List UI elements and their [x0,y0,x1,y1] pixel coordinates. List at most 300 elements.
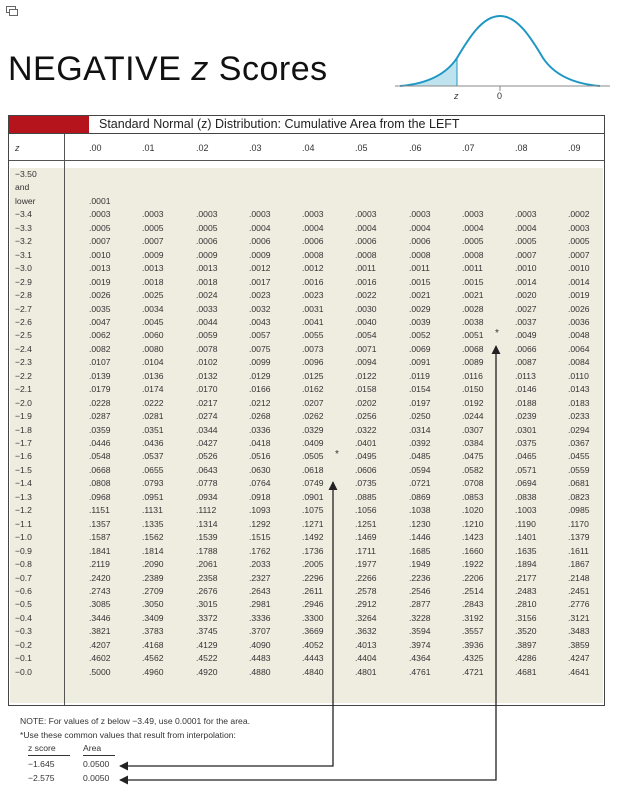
table-cell: .0040 [355,316,377,327]
table-cell: .0116 [462,370,483,381]
table-cell: .3409 [142,612,164,623]
table-cell: .0020 [515,290,537,301]
table-cell: .0764 [249,478,271,489]
table-cell: .0655 [142,464,164,475]
table-cell: .3974 [409,639,431,650]
table-cell: .3821 [89,626,111,637]
table-cell: .1711 [355,545,376,556]
interp-underline [83,755,115,756]
table-cell: .0089 [462,357,484,368]
header-accent [9,116,89,133]
table-cell: .2743 [89,585,111,596]
interp-header-z: z score [28,743,56,753]
table-cell: .0314 [409,424,431,435]
table-cell: .0136 [142,370,164,381]
table-cell: .0228 [89,397,111,408]
table-cell: .3707 [249,626,271,637]
table-row [9,424,604,437]
table-cell: .2843 [462,599,484,610]
table-cell: .0014 [568,276,590,287]
table-cell: .1271 [302,518,324,529]
table-cell: .0708 [462,478,484,489]
table-cell: .1635 [515,545,537,556]
z-value: −0.2 [15,639,32,650]
z-value: −2.8 [15,290,32,301]
table-cell: .0012 [249,263,271,274]
z-value: −1.7 [15,438,32,448]
z-value: −0.1 [15,653,32,664]
table-cell: .0146 [515,384,537,395]
table-cell: .3372 [196,612,218,623]
table-cell: .0011 [409,263,430,274]
table-cell: .4681 [515,666,537,677]
table-cell: .3050 [142,599,164,610]
table-cell: .0006 [302,236,324,247]
table-cell: .0465 [515,451,537,462]
table-cell: .1685 [409,545,431,556]
table-cell: .0007 [142,236,164,247]
z-value: −3.2 [15,236,32,247]
table-cell: .4562 [142,653,164,664]
z-value: −2.6 [15,316,32,327]
table-cell: .0044 [196,316,218,327]
table-cell: .1379 [568,532,590,543]
table-cell: .3783 [142,626,164,637]
table-cell: .0017 [249,276,271,287]
table-cell: .1922 [462,559,484,570]
table-cell: .0047 [89,316,111,327]
table-cell: .2420 [89,572,111,583]
table-cell: .0918 [249,491,271,502]
table-cell: .0006 [196,236,218,247]
table-cell: .0110 [568,370,589,381]
table-row [9,558,604,571]
table-cell: .0003 [89,209,111,220]
table-row [9,477,604,490]
table-cell: .0274 [196,411,218,422]
z-value: −3.50 [15,169,37,179]
table-cell: .0032 [249,303,271,314]
table-row [9,666,604,679]
table-cell: .0091 [409,357,431,368]
table-cell: .0392 [409,438,431,448]
z-value: −3.3 [15,222,32,233]
table-row [9,531,604,544]
table-cell: .0006 [355,236,377,247]
table-cell: .0104 [142,357,164,368]
table-cell: .0010 [89,249,111,260]
table-cell: .0071 [355,343,377,354]
table-cell: .0003 [196,209,218,220]
column-header: .00 [89,143,102,153]
interp-area-value: 0.0050 [83,773,110,783]
table-row [9,262,604,275]
table-cell: .0322 [355,424,377,435]
table-cell: .1131 [142,505,163,516]
z-value: −0.4 [15,612,32,623]
table-cell: .0188 [515,397,537,408]
table-cell: .0287 [89,411,111,422]
table-cell: .0049 [515,330,537,341]
table-cell: .2033 [249,559,271,570]
table-cell: .0099 [249,357,271,368]
table-cell: .0102 [196,357,218,368]
table-cell: .0537 [142,451,164,462]
table-cell: .4129 [196,639,218,650]
table-cell: .0069 [409,343,431,354]
z-value: −0.6 [15,585,32,596]
table-cell: .4483 [249,653,271,664]
table-row [9,652,604,665]
table-cell: .0038 [462,316,484,327]
table-cell: .0166 [249,384,271,395]
table-cell: .2358 [196,572,218,583]
column-header: .09 [568,143,581,153]
table-cell: .2676 [196,585,218,596]
table-cell: .1660 [462,545,484,556]
table-cell: .0202 [355,397,377,408]
table-cell: .0968 [89,491,111,502]
table-cell: .1977 [355,559,377,570]
table-cell: .0096 [302,357,324,368]
table-cell: .0019 [568,290,590,301]
z-value: lower [15,195,36,206]
table-cell: .4840 [302,666,324,677]
table-cell: .3483 [568,626,590,637]
column-header: .05 [355,143,368,153]
table-cell: .0808 [89,478,111,489]
table-cell: .0119 [409,370,430,381]
table-row [9,598,604,611]
table-row [9,356,604,369]
column-header: .06 [409,143,422,153]
zero-axis-label: 0 [497,91,503,101]
table-cell: .0087 [515,357,537,368]
table-cell: .1539 [196,532,218,543]
table-cell: .0495 [355,451,377,462]
z-value: −2.0 [15,397,32,408]
table-row [9,222,604,235]
table-cell: .0005 [142,222,164,233]
table-cell: .0107 [89,357,111,368]
table-cell: .0005 [515,236,537,247]
table-cell: .0034 [142,303,164,314]
table-cell: .0183 [568,397,590,408]
table-cell: .0125 [302,370,324,381]
table-cell: .0455 [568,451,590,462]
table-cell: .4920 [196,666,218,677]
table-cell: .0045 [142,316,164,327]
z-value: and [15,182,30,193]
table-cell: .0003 [355,209,377,220]
table-cell: .0384 [462,438,484,448]
table-cell: .0485 [409,451,431,462]
column-header-row [9,134,604,161]
table-cell: .0003 [249,209,271,220]
table-cell: .2296 [302,572,324,583]
table-cell: .4522 [196,653,218,664]
table-cell: .0132 [196,370,218,381]
table-cell: .1788 [196,545,218,556]
table-cell: .2643 [249,585,271,596]
table-cell: .1038 [409,505,431,516]
note-text: NOTE: For values of z below −3.49, use 0.0001 for the area. [20,716,251,726]
table-cell: .0078 [196,343,218,354]
table-cell: .0643 [196,464,218,475]
table-cell: .0192 [462,397,484,408]
table-cell: .0021 [462,290,484,301]
table-cell: .1562 [142,532,164,543]
table-cell: .1112 [196,505,217,516]
table-cell: .0023 [302,290,324,301]
column-header: .03 [249,143,262,153]
table-cell: .0055 [302,330,324,341]
table-cell: .0170 [196,384,218,395]
table-cell: .0630 [249,464,271,475]
table-cell: .0162 [302,384,324,395]
table-row [9,572,604,585]
interpolation-star: * [335,449,339,461]
table-cell: .0013 [89,263,111,274]
table-cell: .0029 [409,303,431,314]
table-cell: .4247 [568,653,590,664]
table-cell: .0838 [515,491,537,502]
table-cell: .1292 [249,518,271,529]
table-cell: .2266 [355,572,377,583]
table-row [9,491,604,504]
table-cell: .0526 [196,451,218,462]
table-cell: .1075 [302,505,324,516]
table-cell: .1314 [196,518,218,529]
table-cell: .1423 [462,532,484,543]
table-cell: .0869 [409,491,431,502]
table-cell: .1515 [249,532,271,543]
table-cell: .3520 [515,626,537,637]
table-cell: .2946 [302,599,324,610]
table-cell: .1170 [568,518,589,529]
table-cell: .0064 [568,343,590,354]
table-cell: .2177 [515,572,537,583]
table-cell: .4013 [355,639,377,650]
table-cell: .1210 [462,518,484,529]
table-cell: .0582 [462,464,484,475]
table-cell: .0301 [515,424,537,435]
table-cell: .0212 [249,397,271,408]
table-cell: .0007 [568,249,590,260]
table-cell: .2611 [302,585,323,596]
table-cell: .0005 [568,236,590,247]
table-cell: .0008 [355,249,377,260]
z-value: −0.5 [15,599,32,610]
table-cell: .0084 [568,357,590,368]
interp-header-area: Area [83,743,102,753]
table-cell: .0143 [568,384,590,395]
table-cell: .3192 [462,612,484,623]
table-row [9,370,604,383]
column-header: .02 [196,143,209,153]
interp-z-value: −2.575 [28,773,55,783]
table-cell: .0446 [89,438,111,448]
table-cell: .0026 [89,290,111,301]
table-cell: .0749 [302,478,324,489]
table-cell: .4960 [142,666,164,677]
z-value: −3.0 [15,263,32,274]
table-cell: .2776 [568,599,590,610]
table-cell: .3336 [249,612,271,623]
column-header: .01 [142,143,155,153]
interp-area-value: 0.0500 [83,759,110,769]
table-cell: .0418 [249,438,271,448]
shaded-left-area [400,58,457,86]
table-cell: .2810 [515,599,537,610]
table-cell: .0054 [355,330,377,341]
table-cell: .0023 [249,290,271,301]
table-cell: .0037 [515,316,537,327]
table-cell: .0009 [142,249,164,260]
table-cell: .0694 [515,478,537,489]
table-cell: .0951 [142,491,164,502]
table-cell: .0307 [462,424,484,435]
table-cell: .0113 [515,370,536,381]
table-cell: .2709 [142,585,164,596]
table-cell: .0030 [355,303,377,314]
table-cell: .0154 [409,384,431,395]
table-cell: .1020 [462,505,484,516]
table-cell: .0033 [196,303,218,314]
table-cell: .0004 [302,222,324,233]
table-cell: .3897 [515,639,537,650]
table-cell: .0294 [568,424,590,435]
table-row [9,249,604,262]
table-cell: .4721 [462,666,484,677]
z-value: −0.9 [15,545,32,556]
table-cell: .3300 [302,612,324,623]
table-cell: .0005 [89,222,111,233]
table-row [9,585,604,598]
table-cell: .2119 [89,559,110,570]
table-cell: .3669 [302,626,324,637]
table-cell: .0016 [302,276,324,287]
table-cell: .0571 [515,464,537,475]
interpolation-note: *Use these common values that result from interpolation: [20,730,236,740]
table-cell: .0375 [515,438,537,448]
table-cell: .0036 [568,316,590,327]
column-header-z: z [15,143,20,153]
table-cell: .0668 [89,464,111,475]
column-header: .07 [462,143,475,153]
table-cell: .0217 [196,397,218,408]
table-row [9,289,604,302]
table-cell: .3557 [462,626,484,637]
table-cell: .0401 [355,438,377,448]
table-cell: .0516 [249,451,271,462]
table-cell: .0006 [249,236,271,247]
table-cell: .0778 [196,478,218,489]
table-cell: .0548 [89,451,111,462]
table-cell: .0008 [409,249,431,260]
table-cell: .0359 [89,424,111,435]
table-cell: .0436 [142,438,164,448]
table-row [9,343,604,356]
interp-z-value: −1.645 [28,759,55,769]
bell-curve [400,16,600,86]
table-cell: .0022 [355,290,377,301]
z-value: −3.1 [15,249,32,260]
table-cell: .0018 [142,276,164,287]
z-value: −2.9 [15,276,32,287]
table-cell: .2514 [462,585,484,596]
table-cell: .0256 [355,411,377,422]
table-cell: .4443 [302,653,324,664]
table-cell: .4286 [515,653,537,664]
table-row [9,329,604,342]
table-cell: .0009 [196,249,218,260]
table-cell: .0122 [355,370,377,381]
column-header: .04 [302,143,315,153]
z-value: −0.8 [15,559,32,570]
table-row [9,181,604,194]
table-cell: .0059 [196,330,218,341]
table-cell: .1251 [355,518,377,529]
table-row [9,303,604,316]
table-cell: .0008 [462,249,484,260]
table-cell: .0427 [196,438,218,448]
table-cell: .3446 [89,612,111,623]
table-caption: Standard Normal (z) Distribution: Cumulative Area from the LEFT [99,117,460,131]
table-cell: .0853 [462,491,484,502]
table-cell: .0197 [409,397,431,408]
table-cell: .0618 [302,464,324,475]
table-cell: .0367 [568,438,590,448]
table-cell: .2090 [142,559,164,570]
table-cell: .0004 [249,222,271,233]
table-cell: .0025 [142,290,164,301]
table-cell: .3085 [89,599,111,610]
table-cell: .0934 [196,491,218,502]
z-table [8,134,605,706]
z-value: −2.5 [15,330,32,341]
table-cell: .3264 [355,612,377,623]
table-cell: .0014 [515,276,537,287]
z-value: −1.2 [15,505,32,516]
table-cell: .2005 [302,559,324,570]
table-cell: .0041 [302,316,324,327]
table-cell: .0735 [355,478,377,489]
table-cell: .0004 [515,222,537,233]
table-cell: .1492 [302,532,324,543]
z-value: −1.0 [15,532,32,543]
table-cell: .0024 [196,290,218,301]
table-cell: .1151 [89,505,110,516]
table-cell: .3015 [196,599,218,610]
table-cell: .0239 [515,411,537,422]
table-cell: .2981 [249,599,271,610]
table-cell: .4052 [302,639,324,650]
table-cell: .0068 [462,343,484,354]
table-cell: .0002 [568,209,590,220]
table-cell: .2912 [355,599,377,610]
z-value: −1.8 [15,424,32,435]
table-cell: .0026 [568,303,590,314]
z-value: −0.7 [15,572,32,583]
table-cell: .1003 [515,505,537,516]
z-value: −2.4 [15,343,32,354]
table-row [9,437,604,450]
table-cell: .2327 [249,572,271,583]
table-cell: .0027 [515,303,537,314]
table-cell: .0222 [142,397,164,408]
table-row [9,518,604,531]
